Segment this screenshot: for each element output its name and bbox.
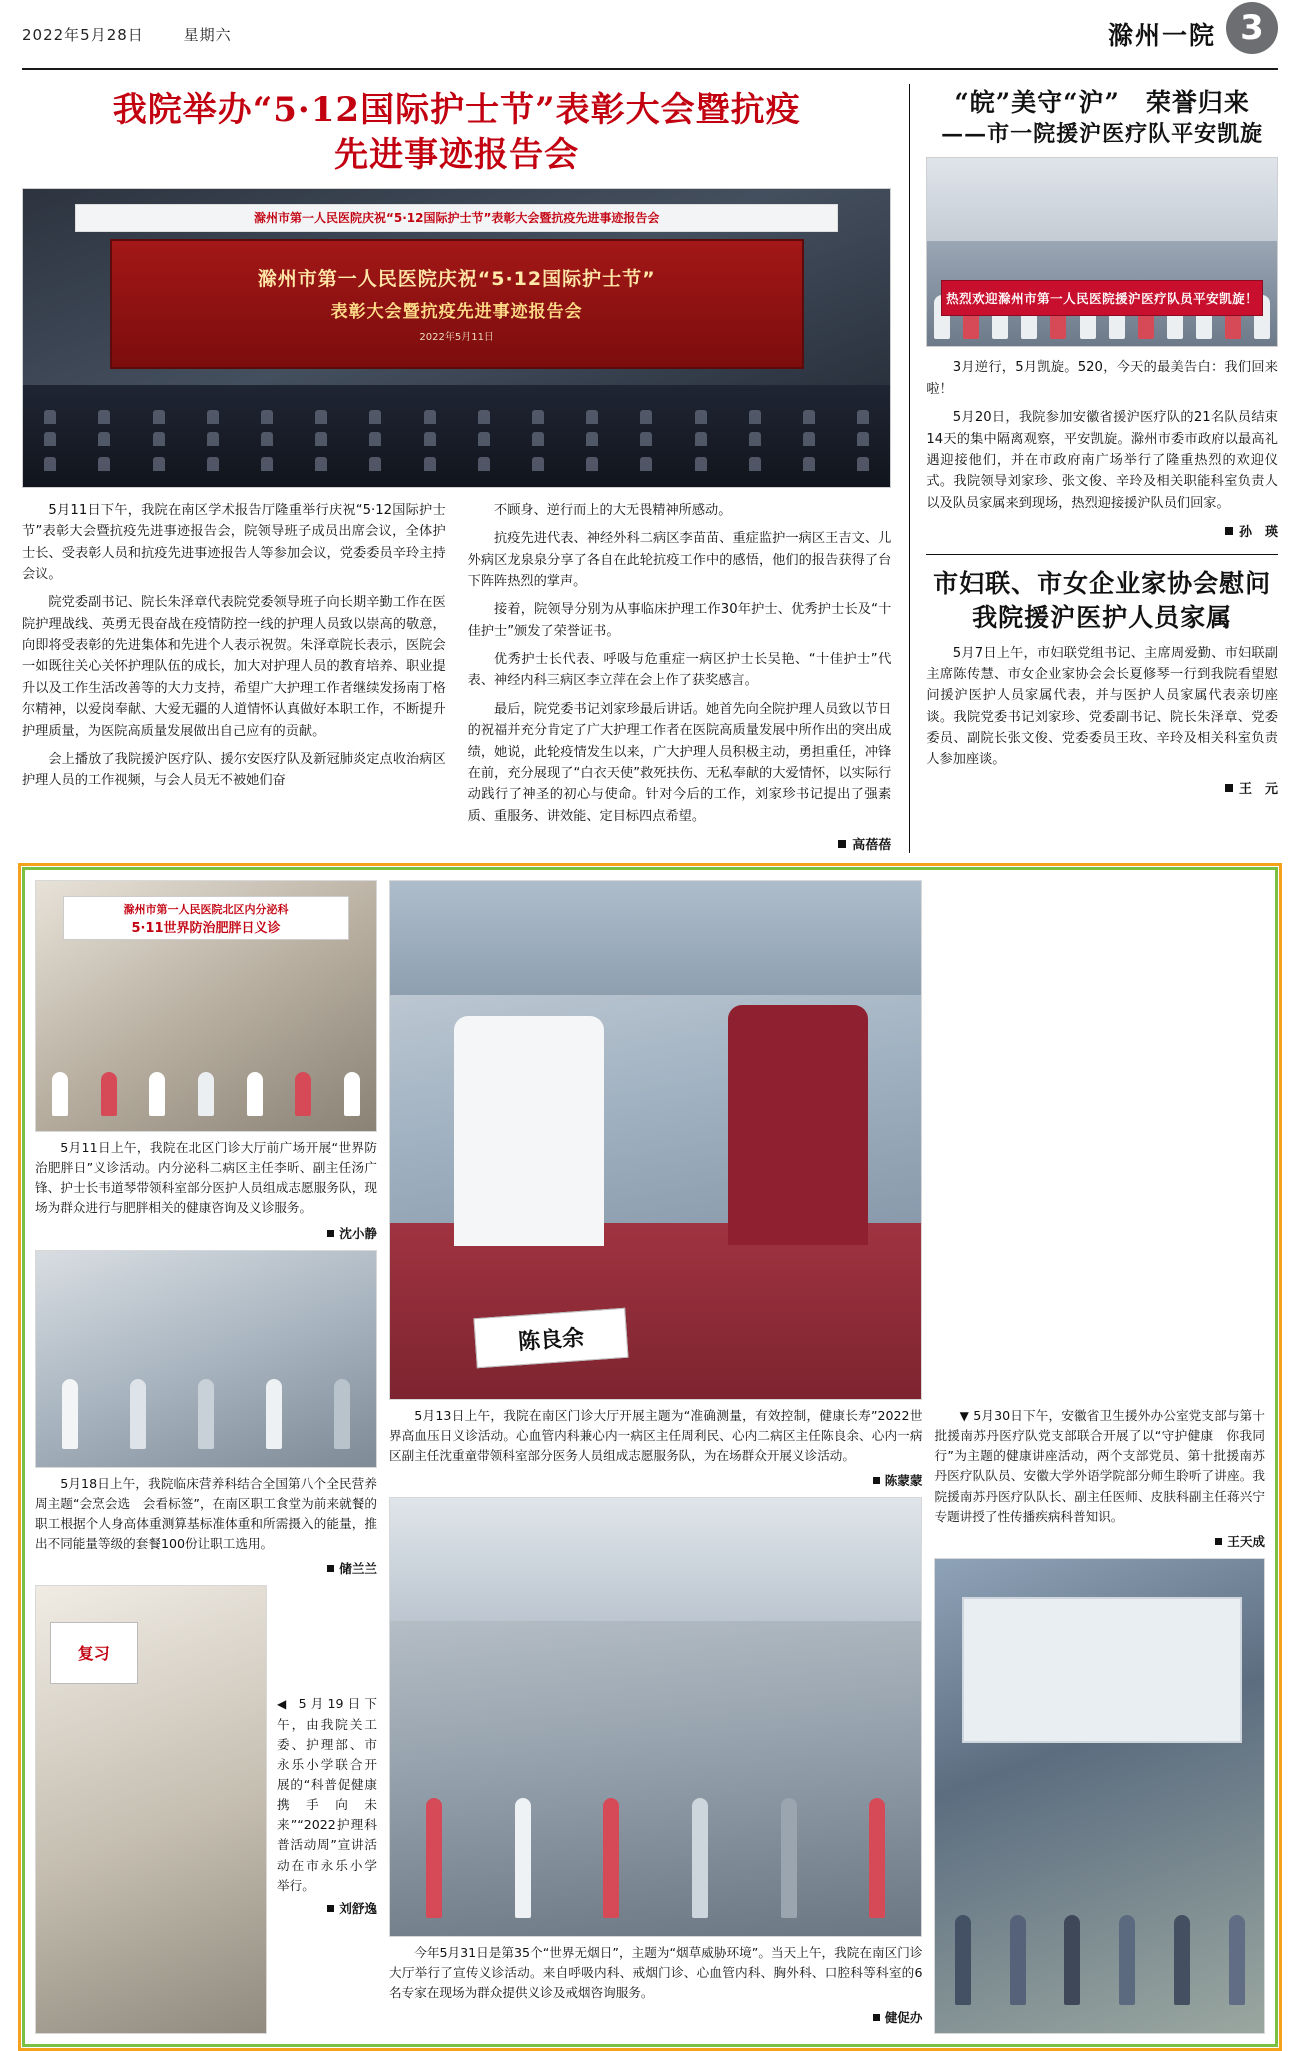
hospital-building — [927, 158, 1277, 248]
seat-row — [23, 460, 890, 470]
paragraph: 优秀护士长代表、呼吸与危重症一病区护士长吴艳、“十佳护士”代表、神经内科三病区李立萍在会上作了获奖感言。 — [467, 652, 892, 689]
byline-text: 陈蒙蒙 — [884, 1473, 923, 1489]
story2-body — [926, 643, 1278, 797]
screen-line2: 表彰大会暨抗疫先进事迹报告会 — [330, 302, 583, 323]
lead-story — [22, 84, 891, 853]
triangle-down-icon: ▼ — [959, 1409, 970, 1423]
lead-headline-line1: 我院举办“5·12国际护士节”表彰大会暨抗疫 — [112, 90, 801, 130]
award-ceremony-photo — [22, 188, 891, 488]
overhead-banner-text: 滁州市第一人民医院庆祝“5·12国际护士节”表彰大会暨抗疫先进事迹报告会 — [75, 204, 838, 232]
byline-text: 健促办 — [884, 2010, 923, 2025]
photo-background — [390, 1498, 921, 1620]
people-row — [935, 1915, 1264, 2005]
paragraph: 不顾身、逆行而上的大无畏精神所感动。 — [494, 502, 732, 518]
byline-text: 刘舒逸 — [339, 1900, 377, 1916]
name-card: 陈良余 — [473, 1308, 628, 1368]
caption: 5月11日上午，我院在北区门诊大厅前广场开展“世界防治肥胖日”义诊活动。内分泌科二病区主任李昕、副主任汤广锋、护士长韦道琴带领科室部分医护人员组成志愿服务队，现场为群众进行与肥胖相关的健康咨询及义诊服务。 — [35, 1140, 377, 1216]
clinic-banner — [63, 896, 349, 940]
caption-byline — [35, 1558, 377, 1577]
hypertension-day-clinic-photo — [389, 880, 922, 1400]
bottom-column-right — [934, 880, 1265, 2034]
byline-text: 王天成 — [1227, 1533, 1265, 1549]
paragraph: 抗疫先进代表、神经外科二病区李苗苗、重症监护一病区王吉文、儿外病区龙泉泉分享了各自在此轮抗疫工作中的感悟，他们的报告获得了台下阵阵热烈的掌声。 — [467, 531, 892, 589]
paragraph: 会上播放了我院援沪医疗队、援尔安医疗队及新冠肺炎定点收治病区护理人员的工作视频，与会人员无不被她们奋 — [22, 751, 446, 789]
lead-body-col2 — [468, 500, 892, 853]
byline-square-icon — [327, 1230, 334, 1237]
byline-square-icon — [327, 1565, 334, 1572]
caption-byline — [389, 1470, 922, 1489]
cpr-block — [35, 1585, 377, 2034]
byline — [926, 778, 1278, 797]
page-number-badge: 3 — [1226, 2, 1278, 54]
byline-text: 高蓓蓓 — [852, 838, 892, 853]
byline-square-icon — [873, 2014, 880, 2021]
byline-square-icon — [873, 1477, 880, 1484]
story2-title-line2: 我院援沪医护人员家属 — [972, 602, 1233, 632]
story1-body — [926, 357, 1278, 540]
screen-line3: 2022年5月11日 — [419, 332, 494, 344]
masthead-date-block — [22, 24, 232, 45]
doctor-figure — [454, 1016, 604, 1246]
paragraph: 接着，院领导分别为从事临床护理工作30年护士、优秀护士长及“十佳护士”颁发了荣誉证书。 — [467, 602, 892, 639]
lead-headline — [22, 84, 891, 188]
obesity-day-clinic-photo — [35, 880, 377, 1132]
byline-square-icon — [1225, 527, 1233, 535]
spacer — [934, 880, 1265, 1400]
cpr-caption-block — [277, 1585, 377, 2034]
arrow-left-icon: ◀ — [277, 1697, 291, 1712]
story2-title-line1: 市妇联、市女企业家协会慰问 — [933, 569, 1272, 599]
review-board: 复习 — [50, 1622, 138, 1684]
byline-text: 储兰兰 — [339, 1561, 377, 1577]
story1-title — [926, 86, 1278, 149]
byline-square-icon — [1225, 784, 1233, 792]
paragraph: 院党委副书记、院长朱泽章代表院党委领导班子向长期辛勤工作在医院护理战线、英勇无畏奋战在疫情防控一线的护理人员致以崇高的敬意，向即将受表彰的先进集体和先进个人表示祝贺。朱泽章院长表示，医院会一如既往关心关怀护理队伍的成长，加大对护理人员的教育培养、职业提升以及工作生活改善等的大力支持，希望广大护理工作者继续发扬南丁格尔精神，以爱岗奉献、大爱无疆的人道情怀认真做好本职工作，不断提升护理质量，为医院高质量发展做出自己应有的贡献。 — [22, 595, 446, 739]
people-row — [390, 1798, 921, 1918]
caption-byline — [389, 2007, 922, 2026]
table-cloth — [390, 1223, 921, 1399]
caption: 5月18日上午，我院临床营养科结合全国第八个全民营养周主题“会烹会选 会看标签”，在南区职工食堂为前来就餐的职工根据个人身高体重测算基标准体重和所需摄入的能量，推出不同能量等级的套餐100份让职工选用。 — [35, 1475, 377, 1551]
caption — [934, 1406, 1265, 1527]
lead-body — [22, 500, 891, 853]
people-row — [36, 1072, 376, 1116]
caption-text: 5月30日下午，安徽省卫生援外办公室党支部与第十批援南苏丹医疗队党支部联合开展了以“守护健康 你我同行”为主题的健康讲座活动，两个支部党员、第十批援南苏丹医疗队队员、安徽大学外语学院部分师生聆听了讲座。我院援南苏丹医疗队队长、副主任医师、皮肤科副主任蒋兴宁专题讲授了性传播疾病科普知识。 — [934, 1408, 1265, 1524]
bottom-photo-section — [22, 867, 1278, 2047]
story1-title-line2: ——市一院援沪医疗队平安凯旋 — [941, 120, 1264, 147]
paragraph: 5月20日，我院参加安徽省援沪医疗队的21名队员结束14天的集中隔离观察，平安凯旋。滁州市委市政府以最高礼遇迎接他们，并在市政府南广场举行了隆重热烈的欢迎仪式。我院领导刘家珍、张文俊、辛玲及相关职能科室负责人以及队员家属来到现场，热烈迎接援沪队员们回家。 — [926, 410, 1278, 511]
right-column — [909, 84, 1278, 853]
paragraph: 最后，院党委书记刘家珍最后讲话。她首先向全院护理人员致以节日的祝福并充分肯定了广大护理工作者在医院高质量发展中所作出的突出成绩，她说，此轮疫情发生以来，广大护理人员积极主动，勇担重任，冲锋在前，充分展现了“白衣天使”救死扶伤、无私奉献的大爱情怀，以实际行动践行了神圣的初心与使命。针对今后的工作，刘家珍书记提出了强素质、重服务、讲效能、定目标四点希望。 — [467, 701, 892, 824]
byline — [926, 521, 1278, 540]
paragraph: 5月7日上午，市妇联党组书记、主席周爱勤、市妇联副主席陈传慧、市女企业家协会会长夏修琴一行到我院看望慰问援沪医护人员家属代表，并与医护人员家属代表亲切座谈。我院党委书记刘家珍、党委副书记、院长朱泽章、党委委员、副院长张文俊、党委委员王玫、辛玲及相关科室负责人参加座谈。 — [926, 645, 1278, 768]
clinic-banner-line1: 滁州市第一人民医院北区内分泌科 — [123, 902, 289, 916]
bottom-columns — [35, 880, 1265, 2034]
seat-row — [23, 436, 890, 446]
byline-text: 沈小静 — [339, 1225, 377, 1241]
story1-title-line1: “皖”美守“沪” 荣誉归来 — [954, 88, 1250, 117]
audience-area — [23, 385, 890, 486]
divider — [926, 554, 1278, 555]
people-row — [36, 1379, 376, 1449]
byline-text: 孙 瑛 — [1238, 525, 1278, 541]
nutrition-week-canteen-photo — [35, 1250, 377, 1468]
welcome-banner-text: 热烈欢迎滁州市第一人民医院援沪医疗队员平安凯旋！ — [941, 280, 1263, 316]
paragraph: 5月11日下午，我院在南区学术报告厅隆重举行庆祝“5·12国际护士节”表彰大会暨抗疫先进事迹报告会，院领导班子成员出席会议，全体护士长、受表彰人员和抗疫先进事迹报告人等参加会议，党委委员辛玲主持会议。 — [22, 502, 446, 582]
caption — [277, 1694, 377, 1895]
byline-square-icon — [327, 1905, 334, 1912]
lead-body-col1 — [22, 500, 446, 853]
no-tobacco-day-clinic-photo — [389, 1497, 922, 1936]
stage-screen — [110, 239, 804, 368]
projection-screen — [962, 1597, 1242, 1743]
masthead-weekday: 星期六 — [183, 25, 232, 44]
paper-name: 滁州一院 — [1107, 21, 1216, 50]
top-area — [22, 70, 1278, 853]
byline-square-icon — [1215, 1538, 1222, 1545]
bottom-column-left — [35, 880, 377, 2034]
screen-line1: 滁州市第一人民医院庆祝“5·12国际护士节” — [257, 268, 656, 291]
lead-headline-line2: 先进事迹报告会 — [334, 134, 580, 175]
masthead — [22, 0, 1278, 70]
photo-background — [390, 881, 921, 995]
caption: 今年5月31日是第35个“世界无烟日”，主题为“烟草威胁环境”。当天上午，我院在南区门诊大厅举行了宣传义诊活动。来自呼吸内科、戒烟门诊、心血管内科、胸外科、口腔科等科室的6名专家在现场为群众提供义诊及戒烟咨询服务。 — [389, 1944, 923, 2000]
paragraph: 3月逆行，5月凯旋。520，今天的最美告白：我们回来啦！ — [926, 360, 1278, 397]
return-welcome-photo — [926, 157, 1278, 347]
cpr-training-school-photo — [35, 1585, 267, 2034]
patient-figure — [728, 1005, 868, 1245]
health-lecture-photo — [934, 1558, 1265, 2034]
caption-byline — [277, 1898, 377, 1917]
story2-title — [926, 567, 1278, 635]
masthead-date: 2022年5月28日 — [22, 25, 144, 44]
caption-byline — [934, 1531, 1265, 1550]
bottom-column-center — [389, 880, 922, 2034]
caption-byline — [35, 1223, 377, 1242]
caption-text: 5月19日下午，由我院关工委、护理部、市永乐小学联合开展的“科普促健康携手向未来”“2022护理科普活动周”宣讲活动在市永乐小学举行。 — [277, 1696, 377, 1893]
byline — [468, 834, 892, 853]
caption: 5月13日上午，我院在南区门诊大厅开展主题为“准确测量，有效控制，健康长寿”2022世界高血压日义诊活动。心血管内科兼心内一病区主任周利民、心内二病区主任陈良余、心内一病区副主任沈重童带领科室部分医务人员组成志愿服务队，为在场群众开展义诊活动。 — [389, 1408, 923, 1464]
byline-text: 王 元 — [1238, 781, 1278, 797]
clinic-banner-line2: 5·11世界防治肥胖日义诊 — [131, 920, 281, 936]
seat-row — [23, 414, 890, 424]
byline-square-icon — [838, 840, 846, 848]
